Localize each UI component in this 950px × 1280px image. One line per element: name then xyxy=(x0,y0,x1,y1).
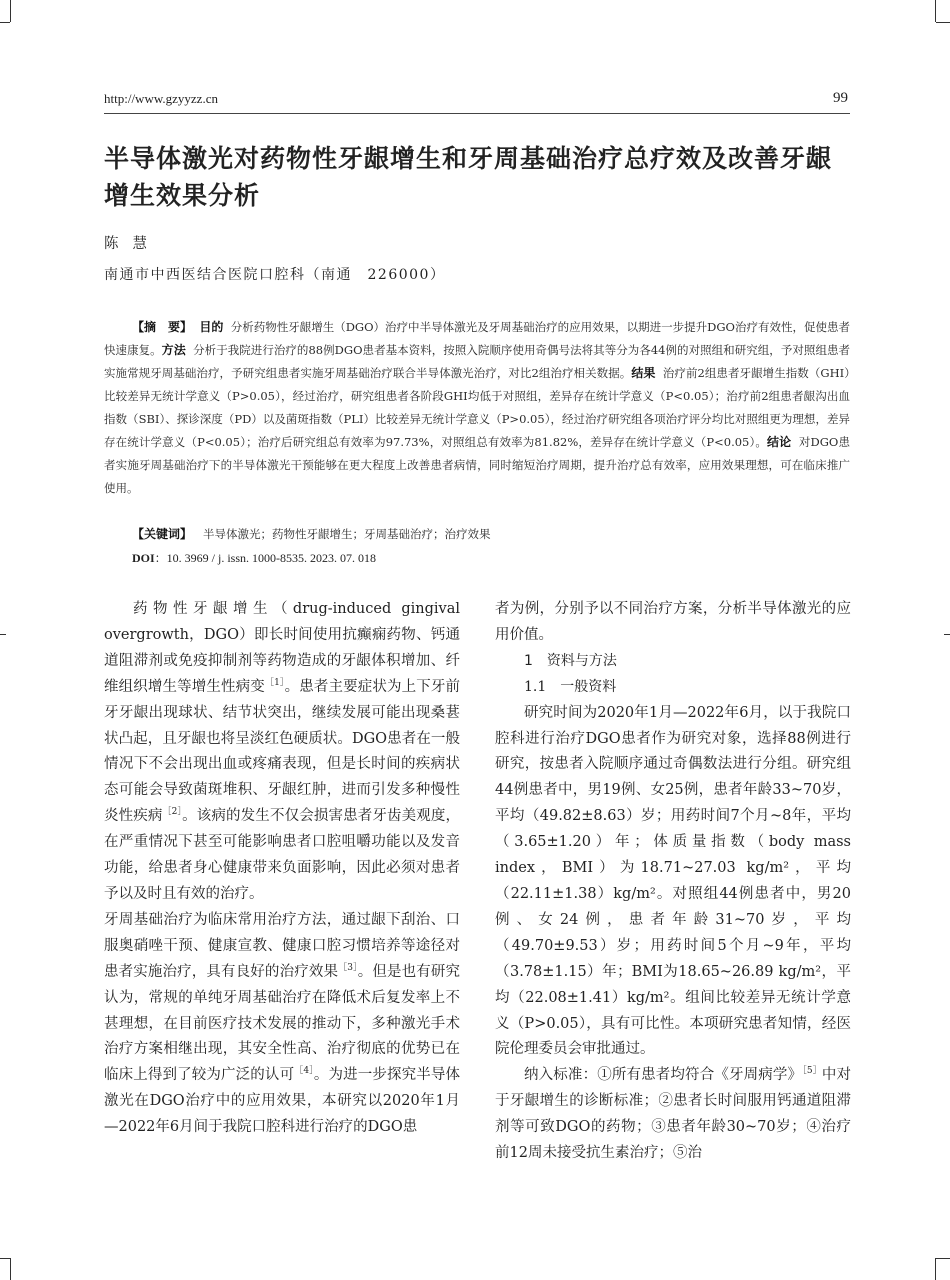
conclusion-text: 对DGO患者实施牙周基础治疗下的半导体激光干预能够在更大程度上改善患者病情，同时缩短治疗周期，提升治疗总有效率，应用效果理想，可在临床推广使用。 xyxy=(104,435,850,495)
inclusion-part-a: 纳入标准：①所有患者均符合《牙周病学》 xyxy=(524,1067,803,1084)
intro-p2-part-c: 。为进一步探究半导体激光在DGO治疗中的应用效果，本研究以2020年1月—2022年6月间于我院口腔科进行治疗的DGO患 xyxy=(104,1067,461,1136)
general-data-paragraph: 研究时间为2020年1月—2022年6月，以于我院口腔科进行治疗DGO患者作为研究对象，选择88例进行研究，按患者入院顺序通过奇偶数法进行分组。研究组44例患者中，男19例、女25例，患者年龄33~70岁，平均（49.82±8.63）岁；用药时间7个月~8年，平均（3.65±1.20）年；体质量指数（body mass index，BMI）为18.71~27.03 kg/m²，平均（22.11±1.38）kg/m²。对照组44例患者中，男20例、女24例，患者年龄31~70岁，平均（49.70±9.53）岁；用药时间5个月~9年，平均（3.78±1.15）年；BMI为18.65~26.89 kg/m²，平均（22.08±1.41）kg/m²。组间比较差异无统计学意义（P>0.05），具有可比性。本项研究患者知情，经医院伦理委员会审批通过。 xyxy=(495,704,851,1058)
crop-mark-top-right-h xyxy=(936,22,950,23)
crop-mark-mid-left xyxy=(0,634,6,635)
author-name: 陈慧 xyxy=(104,236,161,252)
objective-label: 目的 xyxy=(199,320,224,334)
section-heading-1: 1 资料与方法 xyxy=(524,652,617,669)
intro-p1-part-c: 。该病的发生不仅会损害患者牙齿美观度，在严重情况下甚至可能影响患者口腔咀嚼功能以及发音功能，给患者身心健康带来负面影响，因此必须对患者予以及时且有效的治疗。 xyxy=(104,808,461,902)
crop-mark-bottom-right-v xyxy=(935,1258,936,1280)
citation-4[interactable]: ［4］ xyxy=(294,1066,314,1077)
crop-mark-bottom-left-h xyxy=(0,1258,10,1259)
intro-p2-part-a: 牙周基础治疗为临床常用治疗方法，通过龈下刮治、口服奥硝唑干预、健康宣教、健康口腔习惯培养等途径对患者实施治疗，具有良好的治疗效果 xyxy=(104,911,460,980)
crop-mark-top-right-v xyxy=(935,0,936,22)
citation-5[interactable]: ［5］ xyxy=(802,1066,822,1077)
citation-3[interactable]: ［3］ xyxy=(338,962,358,973)
doi-label: DOI xyxy=(132,551,155,565)
inclusion-part-b: 中对于牙龈增生的诊断标准；②患者长时间服用钙通道阻滞剂等可致DGO的药物；③患者年龄30~70岁；④治疗前12周未接受抗生素治疗；⑤治 xyxy=(495,1067,852,1162)
crop-mark-top-left-v xyxy=(10,0,11,22)
intro-paragraph-1 xyxy=(104,597,460,908)
page-number: 99 xyxy=(833,90,848,106)
methods-label: 方法 xyxy=(161,343,186,357)
body-left-column xyxy=(104,597,460,1141)
keywords xyxy=(132,525,850,542)
intro-paragraph-2 xyxy=(104,908,460,1141)
results-label: 结果 xyxy=(631,366,656,380)
methods-text: 分析于我院进行治疗的88例DGO患者基本资料，按照入院顺序使用奇偶号法将其等分为各44例的对照组和研究组，予对照组患者实施常规牙周基础治疗，予研究组患者实施牙周基础治疗联合半导体激光治疗，对比2组治疗相关数据。 xyxy=(104,343,851,380)
intro-p1-part-a: 药物性牙龈增生（drug-induced gingival overgrowth，DGO）即长时间使用抗癫痫药物、钙通道阻滞剂或免疫抑制剂等药物造成的牙龈体积增加、纤维组织增生等增生性病变 xyxy=(104,601,460,695)
crop-mark-bottom-right-h xyxy=(936,1258,950,1259)
inclusion-criteria-paragraph xyxy=(495,1063,851,1167)
keywords-text: 半导体激光；药物性牙龈增生；牙周基础治疗；治疗效果 xyxy=(202,527,491,541)
citation-1[interactable]: ［1］ xyxy=(264,677,285,688)
body-right-column xyxy=(495,597,851,1167)
objective-text: 分析药物性牙龈增生（DGO）治疗中半导体激光及牙周基础治疗的应用效果，以期进一步提升DGO治疗有效性，促使患者快速康复。 xyxy=(104,320,850,357)
intro-p1-part-b: 。患者主要症状为上下牙前牙牙龈出现球状、结节状突出，继续发展可能出现桑葚状凸起，且牙龈也将呈淡红色硬质状。DGO患者在一般情况下不会出现出血或疼痛表现，但是长时间的疾病状态可能会导致菌斑堆积、牙龈红肿，进而引发多种慢性炎性疾病 xyxy=(104,678,460,825)
crop-mark-mid-right xyxy=(944,634,950,635)
results-text: 治疗前2组患者牙龈增生指数（GHI）比较差异无统计学意义（P>0.05），经过治疗，研究组患者各阶段GHI均低于对照组，差异存在统计学意义（P<0.05）；治疗前2组患者龈沟出血指数（SBI）、探诊深度（PD）以及菌斑指数（PLI）比较差异无统计学意义（P>0.05），经过治疗研究组各项治疗评分均比对照组更为理想，差异存在统计学意义（P<0.05）；治疗后研究组总有效率为97.73%，对照组总有效率为81.82%，差异存在统计学意义（P<0.05）。 xyxy=(104,366,850,449)
abstract xyxy=(104,316,850,500)
crop-mark-top-left-h xyxy=(0,22,10,23)
conclusion-label: 结论 xyxy=(767,435,792,449)
author-affiliation: 南通市中西医结合医院口腔科（南通 226000） xyxy=(104,267,446,283)
journal-url: http://www.gzyyzz.cn xyxy=(104,91,218,106)
doi xyxy=(132,549,376,566)
intro-p2-part-b: 。但是也有研究认为，常规的单纯牙周基础治疗在降低术后复发率上不甚理想，在目前医疗技术发展的推动下，多种激光手术治疗方案相继出现，其安全性高、治疗彻底的优势已在临床上得到了较为广泛的认可 xyxy=(104,963,461,1084)
section-heading-1-1: 1.1 一般资料 xyxy=(524,678,617,695)
article-title: 半导体激光对药物性牙龈增生和牙周基础治疗总疗效及改善牙龈增生效果分析 xyxy=(104,144,833,210)
citation-2[interactable]: ［2］ xyxy=(162,807,183,818)
header-rule xyxy=(104,113,850,114)
doi-value: ：10. 3969 / j. issn. 1000-8535. 2023. 07. 018 xyxy=(154,551,377,565)
abstract-label: 【摘 要】 xyxy=(132,320,193,334)
intro-continuation: 者为例，分别予以不同治疗方案，分析半导体激光的应用价值。 xyxy=(495,601,851,643)
crop-mark-bottom-left-v xyxy=(10,1258,11,1280)
keywords-label: 【关键词】 xyxy=(132,527,193,541)
